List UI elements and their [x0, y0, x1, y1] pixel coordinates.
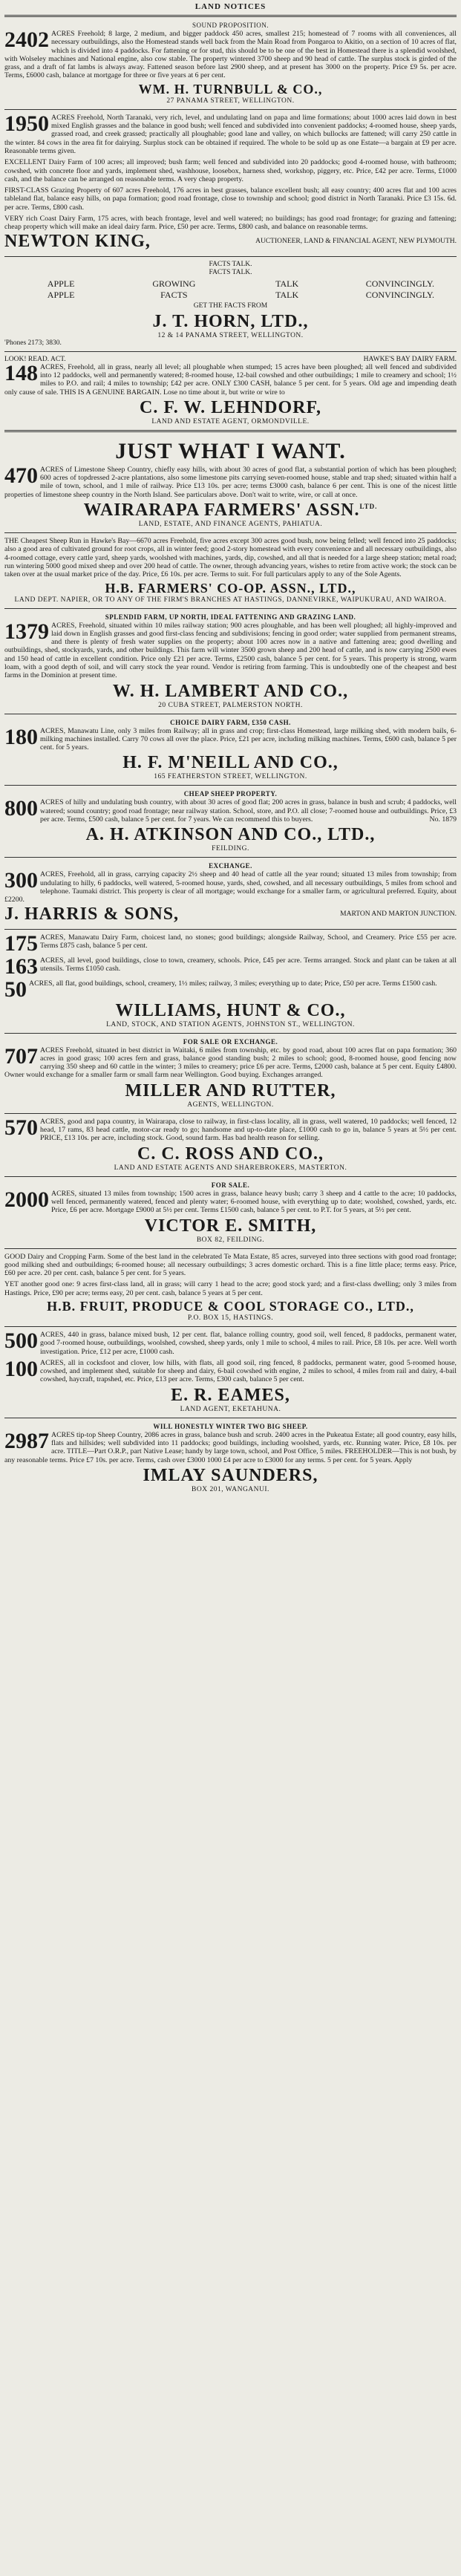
advertiser-description: AUCTIONEER, LAND & FINANCIAL AGENT, NEW PLYMOUTH.	[255, 237, 457, 245]
ad-text: ACRES, Freehold, situated within 10 miles railway station; 900 acres ploughable, and has been well ploughed; all highly-improved and laid down in English grasses and good first-class fencing and subdivisions; fencing in good order; water supplied from permanent streams, and there is plenty of fresh water supplies on the property; about 100 acres now in a native and fattening area; good dwelling and outbuildings, shed, stockyards, yards, and other buildings. This farm will winter 3500 grown sheep and 200 head of cattle, and is now carrying 2500 ewes and 150 head of cattle in excellent condition. Price only £21 per acre. Terms, £2500 cash, balance 5 per cent. for 5 years. This property is strong, warm loam, with a good depth of soil, and will carry stock the year round. Vendor is retiring from farming. This is undoubtedly one of the cheapest and best farms in the Dominion at present time.	[4, 621, 457, 680]
advertiser-name: E. R. EAMES,	[171, 1385, 290, 1405]
divider	[4, 532, 457, 533]
ad-turnbull	[4, 19, 457, 107]
grid-cell: TALK	[275, 278, 299, 289]
divider	[4, 1176, 457, 1177]
divider	[4, 608, 457, 609]
ad-newton-king	[4, 112, 457, 254]
ad-mcneill	[4, 717, 457, 783]
ad-lead-number: 163	[4, 953, 38, 979]
advertiser-name: H.B. FARMERS' CO-OP. ASSN., LTD.,	[105, 580, 356, 596]
divider	[4, 351, 457, 352]
ad-text: ACRES, Manawatu Line, only 3 miles from Railway; all in grass and crop; first-class Homestead, large milking shed, with modern bails, 6-milking machines installed. Carry 70 cows all over the place. Price, £21 per acre, including milking machines. Terms, £600 cash, balance 5 per cent. for 5 years.	[40, 726, 457, 752]
advertiser-address: 20 CUBA STREET, PALMERSTON NORTH.	[158, 701, 303, 709]
advertiser-address: 165 FEATHERSTON STREET, WELLINGTON.	[154, 773, 307, 781]
column-header: LAND NOTICES	[194, 2, 267, 11]
ad-headline: FOR SALE OR EXCHANGE.	[183, 1037, 278, 1046]
ad-text: ACRES, all flat, good buildings, school, creamery, 1½ miles; railway, 3 miles; everything up to date; Price, £50 per acre. Terms £1500 cash.	[29, 979, 437, 988]
advertiser-name: J. HARRIS & SONS,	[4, 904, 180, 924]
ad-para: VERY rich Coast Dairy Farm, 175 acres, with beach frontage, level and well watered; no buildings; has good road frontage; for grazing and fattening; cheap property which will make an ideal dairy farm. Price, £50 per acre. Terms, £800 cash, and balance on reasonable terms.	[4, 215, 457, 232]
ad-wairarapa	[4, 434, 457, 530]
advertiser-address: FEILDING.	[212, 845, 249, 853]
ad-para: GOOD Dairy and Cropping Farm. Some of the best land in the celebrated Te Mata Estate, 85 acres, surveyed into three sections with good road frontage; good milking shed and outbuildings; 6-roomed house; all necessary outbuildings; 3 acres domestic orchard. This is a fine little place; terms easy. Price, £60 per acre. 20 per cent. cash, balance 5 per cent. for 5 years.	[4, 1252, 457, 1278]
advertiser-address: BOX 201, WANGANUI.	[192, 1485, 269, 1493]
advertiser-name: H. F. M'NEILL AND CO.,	[122, 753, 339, 773]
ad-body: THE Cheapest Sheep Run in Hawke's Bay—6670 acres Freehold, five acres except 300 acres good bush, now being felled; well fenced into 25 paddocks; also a good area of cultivated ground for root crops, all in winter feed; good 2-story homestead with every convenience and all necessary outbuildings, also 4-roomed cottage, every cattle yard, sheep yards, woolshed with machines, yards, dip, cowshed, and all that is needed for a large sheep station; metal road; run wintering 5000 good mixed sheep and over 200 head of cattle. The owner, through advancing years, wishes to retire from active work; the stock can be taken over at the usual market price of the day. Price, £6 10s. per acre. Terms to suit. For full particulars apply to any of the Sole Agents.	[4, 537, 457, 579]
divider	[4, 1033, 457, 1034]
advertiser-name: WM. H. TURNBULL & CO.,	[138, 81, 323, 97]
advertiser-name: J. T. HORN, LTD.,	[152, 311, 309, 331]
ad-lead-number: 800	[4, 796, 38, 821]
ad-text: ACRES, Freehold, all in grass, carrying capacity 2½ sheep and 40 head of cattle all the year round; situated 13 miles from township; from undulating to hilly, 6 paddocks, well watered, 5-roomed house, yards, shed, cowshed, and all necessary outbuildings, 5 miles from school and telephone. Taumaki district. This property is clear of all mortgage; would exchange for a smaller farm, or agricultural preferred. Equity, about £2200.	[4, 870, 457, 904]
ad-text: ACRES, Freehold, all in grass, nearly all level; all ploughable when stumped; 15 acres have been ploughed; all well fenced and subdivided into 12 paddocks, well and permanently watered; 8-roomed house, 12-bail cowshed and other outbuildings; 1 mile to creamery and school; 1½ miles to P.O. and rail; 4 miles to township; £42 per acre. ONLY £300 CASH, balance 5 per cent. for 5 years. Old age and impending death only cause of sale. THIS IS A GENUINE BARGAIN. Lose no time about it, but write or wire to	[4, 362, 457, 397]
grid-cell: CONVINCINGLY.	[365, 289, 434, 300]
advertiser-address: BOX 82, FEILDING.	[196, 1236, 265, 1244]
ad-horn	[4, 259, 457, 349]
advertiser-name: NEWTON KING,	[4, 231, 151, 251]
ad-para: FIRST-CLASS Grazing Property of 607 acres Freehold, 176 acres in best grasses, balance excellent bush; all easy country; 400 acres flat and 100 acres tableland flat, balance easy hills, on papa formation; good road frontage, close to township and school; good district in North Taranaki. Price £3 15s. 6d. per acre. Terms, £800 cash.	[4, 186, 457, 212]
ad-text: ACRES, all level, good buildings, close to town, creamery, schools. Price, £45 per acre. Terms arranged. Stock and plant can be taken at all utensils. Terms £1050 cash.	[40, 956, 457, 973]
ad-text: ACRES, Manawatu Dairy Farm, choicest land, no stones; good buildings; alongside Railway, School, and Creamery. Price £55 per acre. Terms £875 cash, balance 5 per cent.	[40, 933, 457, 950]
advertiser-suffix: LTD.	[359, 503, 378, 511]
ad-body	[4, 619, 457, 680]
advertiser-address: 27 PANAMA STREET, WELLINGTON.	[166, 97, 295, 105]
advertiser-name: VICTOR E. SMITH,	[144, 1216, 317, 1236]
ad-para: EXCELLENT Dairy Farm of 100 acres; all improved; bush farm; well fenced and subdivided into 20 paddocks; good 4-roomed house, with bathroom; cowshed, with concrete floor and yards, implement shed, washhouse, loosebox, harness shed, workshop, piggery, etc. Price, £42 per acre. Terms, £1000 cash, and the balance can be arranged on reasonable terms. A very cheap property.	[4, 158, 457, 183]
ad-text: ACRES, all in cocksfoot and clover, low hills, with flats, all good soil, ring fenced, 8 paddocks, permanent water, good 5-roomed house, cowshed, and implement shed, suitable for sheep and dairy, 6-bail cowshed with engine, 2 miles to school, 4 miles from rail and dairy, 4-bail cowshed, haycraft, trapshed, etc. Price, £13 per acre. Terms, £300 cash, balance 5 per cent.	[40, 1358, 457, 1384]
ad-body	[4, 1187, 457, 1215]
ad-lead-number: 2987	[4, 1428, 49, 1453]
ad-para	[4, 111, 457, 155]
ad-saunders	[4, 1421, 457, 1496]
ad-williams-hunt	[4, 932, 457, 1031]
grid-cell: TALK	[275, 289, 299, 300]
ad-body	[4, 1043, 457, 1080]
ad-headline: WILL HONESTLY WINTER TWO BIG SHEEP.	[153, 1422, 308, 1430]
ad-lead-number: 2000	[4, 1187, 49, 1212]
advertiser-name: W. H. LAMBERT AND CO.,	[112, 681, 349, 701]
ad-caption: FACTS TALK.	[209, 260, 252, 268]
advertiser-description: MARTON AND MARTON JUNCTION.	[340, 910, 457, 918]
ad-body	[4, 798, 457, 824]
ad-body	[4, 724, 457, 752]
advertiser-name: MILLER AND RUTTER,	[125, 1080, 336, 1100]
advertiser-address: LAND DEPT. NAPIER, OR TO ANY OF THE FIRM'S BRANCHES AT HASTINGS, DANNEVIRKE, WAIPUKURAU, AND WAIROA.	[14, 596, 447, 604]
ad-get-facts: GET THE FACTS FROM	[193, 301, 268, 310]
ad-ross	[4, 1116, 457, 1174]
advertiser-block	[4, 904, 457, 925]
divider	[4, 1113, 457, 1114]
ad-caption: FACTS TALK.	[209, 268, 252, 276]
ad-body	[4, 360, 457, 397]
ad-text: ACRES tip-top Sheep Country, 2086 acres in grass, balance bush and scrub. 2400 acres in the Pukeatua Estate; all good country, easy hills, flats and hillsides; well subdivided into 11 paddocks; good buildings, including woolshed, yards, etc. Running water. Price, £8 10s. per acre. TITLE—Part O.R.P., part Native Lease; handy by large town, school, and Post Office, 5 miles. FREEHOLDER—This is not bush, by any reasonable terms. Price £7 10s. per acre. Terms, cash over £3000 1000 £4 per acre to £3000 for any terms. 5 per cent. for 5 years. Apply	[4, 1430, 457, 1464]
ad-body	[4, 27, 457, 80]
divider	[4, 256, 457, 257]
ad-lead-number: 175	[4, 930, 38, 956]
ad-caption-row	[4, 356, 457, 363]
divider	[4, 430, 457, 432]
advertiser-address: LAND, ESTATE, AND FINANCE AGENTS, PAHIATUA.	[138, 521, 323, 529]
ad-lead-number: 570	[4, 1115, 38, 1140]
ad-headline: FOR SALE.	[211, 1181, 250, 1189]
ad-headline: JUST WHAT I WANT.	[115, 438, 346, 463]
ad-body	[4, 1428, 457, 1464]
ad-headline: SPLENDID FARM, UP NORTH, IDEAL FATTENING AND GRAZING LAND.	[105, 613, 356, 621]
grid-cell: GROWING	[152, 278, 196, 289]
divider	[4, 857, 457, 858]
advertiser-address: 12 & 14 PANAMA STREET, WELLINGTON.	[157, 331, 304, 339]
advertiser-name: IMLAY SAUNDERS,	[143, 1465, 318, 1485]
ad-text: ACRES Freehold, North Taranaki, very rich, level, and undulating land on papa and lime formations; about 1000 acres laid down in best mixed English grasses and the balance in good bush; well fenced and subdivided into convenient paddocks; 4-roomed house, sheep yards, grassed road, and creek grassed; practically all ploughable; good lane and valley, on which bullocks are fattened; will carry 250 cattle in the winter. 84 cows in the area fit for dairying. Surplus stock can be obtained if required. The whole to be sold up as one Estate—a bargain at £9 per acre. Reasonable terms given.	[4, 113, 457, 155]
divider	[4, 109, 457, 110]
ad-lead-number: 500	[4, 1328, 38, 1353]
advertiser-name: WILLIAMS, HUNT & CO.,	[115, 1000, 346, 1020]
ad-caption: SOUND PROPOSITION.	[192, 22, 269, 29]
divider	[4, 15, 457, 17]
divider	[4, 929, 457, 930]
advertiser-name: C. C. ROSS AND CO.,	[137, 1144, 324, 1164]
ad-atkinson	[4, 788, 457, 855]
advertiser-block	[4, 232, 457, 252]
ad-lead-number: 2402	[4, 27, 49, 52]
ad-reference: No. 1879	[429, 815, 457, 824]
ad-hb-fruit	[4, 1251, 457, 1324]
ad-lead-number: 148	[4, 360, 38, 385]
ad-harris	[4, 860, 457, 926]
ad-text: ACRES of Limestone Sheep Country, chiefly easy hills, with about 30 acres of good flat, a substantial portion of which has been ploughed; 600 acres of topdressed 2-acre plantations, also some limestone pits carrying seven-roomed house, stable and trap shed; situated within half a mile of town, school, and 1 mile of railway. Price £13 10s. per acre; terms £3000 cash, balance 6 per cent. This is one of the nicest little properties of limestone sheep country in the North Island. See particulars above. Don't wait to write, wire, or call at once.	[4, 465, 457, 499]
advertiser-phone: 'Phones 2173; 3830.	[4, 339, 62, 347]
divider	[4, 1326, 457, 1327]
grid-cell: CONVINCINGLY.	[365, 278, 434, 289]
advertiser-address: AGENTS, WELLINGTON.	[187, 1100, 274, 1109]
ad-headline: EXCHANGE.	[209, 862, 252, 870]
ad-caption-right: HAWKE'S BAY DAIRY FARM.	[363, 355, 457, 363]
ad-text: ACRES, good and papa country, in Wairarapa, close to railway, in first-class locality, all in grass, well watered, 10 paddocks; well fenced, 12 head, 17 rams, 83 head cattle, motor-car ready to go; handsome and up-to-date place, £1000 cash to go in, balance 5 years at 5½ per cent. PRICE, £13 10s. per acre, including stock. Good, sound farm. Has bad health reason for selling.	[40, 1117, 457, 1143]
advertiser-address: LAND, STOCK, AND STATION AGENTS, JOHNSTON ST., WELLINGTON.	[106, 1020, 355, 1028]
divider	[4, 785, 457, 786]
ad-para	[4, 953, 457, 979]
ad-hb-farmers	[4, 535, 457, 605]
ad-caption-left: LOOK! READ. ACT.	[4, 355, 66, 363]
ad-para	[4, 1356, 457, 1384]
advertiser-address: P.O. BOX 15, HASTINGS.	[187, 1314, 274, 1322]
ad-headline: CHEAP SHEEP PROPERTY.	[183, 790, 278, 798]
ad-para	[4, 976, 457, 1002]
advertiser-address: LAND AGENT, EKETAHUNA.	[180, 1405, 281, 1413]
advertiser-name-block	[4, 500, 457, 521]
ad-lead-number: 1950	[4, 111, 49, 136]
advertiser-name: C. F. W. LEHNDORF,	[140, 397, 321, 417]
ad-body	[4, 1115, 457, 1143]
newspaper-page	[4, 0, 457, 1496]
ad-headline: CHOICE DAIRY FARM, £350 CASH.	[170, 718, 291, 726]
grid-cell: APPLE	[47, 278, 75, 289]
ad-lambert	[4, 611, 457, 711]
ad-lead-number: 1379	[4, 619, 49, 644]
ad-text: ACRES of hilly and undulating bush country, with about 30 acres of good flat; 200 acres in grass, balance in bush and scrub; 4 paddocks, well watered; sound country; good road frontage; near railway station. School, store, and P.O. all close; 7-roomed house and outbuildings. Price, £3 per acre. Terms, £500 cash, balance 5 per cent. for 7 years. We can recommend this to buyers.	[40, 798, 457, 824]
ad-lead-number: 300	[4, 868, 38, 893]
ad-para: YET another good one: 9 acres first-class land, all in grass; will carry 1 head to the acre; good stock yard; and a first-class dwelling; only 3 miles from Hastings. Price, £90 per acre; terms easy, 20 per cent. cash, balance 5 years at 5 per cent.	[4, 1280, 457, 1297]
ad-lead-number: 180	[4, 724, 38, 749]
ad-text: ACRES, 440 in grass, balance mixed bush, 12 per cent. flat, balance rolling country, good soil, well fenced, 8 paddocks, permanent water, good 7-roomed house, outbuildings, woolshed, cowshed, sheep yards, only 1 mile to school, 4 miles to rail. Price, £8 10s. per acre. Well worth investigation. Price, £12 per acre, £1000 cash.	[40, 1331, 457, 1356]
ad-miller-rutter	[4, 1036, 457, 1111]
ad-body	[4, 463, 457, 499]
advertiser-name: H.B. FRUIT, PRODUCE & COOL STORAGE CO., LTD.,	[47, 1299, 414, 1314]
ad-text: ACRES, situated 13 miles from township; 1500 acres in grass, balance heavy bush; carry 3 sheep and 4 cattle to the acre; 10 paddocks, well fenced, permanently watered, fenced and plenty water; 6-roomed house, with everything up to date; woolshed, cowshed, yards, etc. Price, £6 per acre. Mortgage £9000 at 5½ per cent. Terms £1500 cash, balance 5 per cent. to P.T. for 5 years, at 5½ per cent.	[51, 1189, 457, 1215]
ad-victor-smith	[4, 1179, 457, 1246]
ad-lead-number: 707	[4, 1043, 38, 1069]
ad-para	[4, 1328, 457, 1356]
ad-lead-number: 50	[4, 976, 27, 1002]
facts-grid	[4, 278, 457, 301]
ad-body	[4, 870, 457, 904]
grid-cell: APPLE	[47, 289, 75, 300]
divider	[4, 1248, 457, 1249]
advertiser-name: WAIRARAPA FARMERS' ASSN.	[83, 500, 360, 521]
ad-lead-number: 470	[4, 463, 38, 488]
ad-para	[4, 930, 457, 956]
grid-cell: FACTS	[160, 289, 188, 300]
ad-lehndorf	[4, 354, 457, 428]
ad-text: ACRES Freehold; 8 large, 2 medium, and bigger paddock 450 acres, smallest 215; homestead of 7 rooms with all conveniences, all necessary outbuildings, also the Homestead stands well back from the Main Road from Pongaroa to Akitio, on a section of 10 acres of flat, which is divided into 4 paddocks. For fattening or for stud, this should be to be one of the best in Homestead there is a splendid woolshed, with Wolseley machines and National engine, also cow stable. The property wintered 3700 sheep and 90 head of cattle. The surplus stock is girded of the grass, and a draft of fat lambs is always away. Fattened season before last 2900 sheep, and at present has 3000 on the property. Price £9 5s. per acre. Terms, £6000 cash, balance at mortgage for three or five years at 6 per cent.	[4, 30, 457, 80]
advertiser-address: LAND AND ESTATE AGENT, ORMONDVILLE.	[151, 417, 310, 425]
ad-lead-number: 100	[4, 1356, 38, 1381]
ad-text: ACRES Freehold, situated in best district in Waitaki, 6 miles from township, etc. by good road, about 100 acres flat on papa formation; 360 acres in good grass; 100 acres fern and grass, balance good standing bush; 2 miles to school; good, 8-roomed house, good fencing now carrying 350 sheep and 60 cattle in the winter; 3 miles to creamery; price £6 per acre. Terms, £2000 cash, balance at 5 per cent. Equity £4800. Owner would exchange for a smaller farm or small farm near Wellington. Good buying. Exchanges arranged.	[4, 1046, 457, 1080]
advertiser-name: A. H. ATKINSON AND CO., LTD.,	[85, 825, 376, 845]
ad-eames	[4, 1329, 457, 1415]
advertiser-address: LAND AND ESTATE AGENTS AND SHAREBROKERS, MASTERTON.	[114, 1164, 347, 1172]
